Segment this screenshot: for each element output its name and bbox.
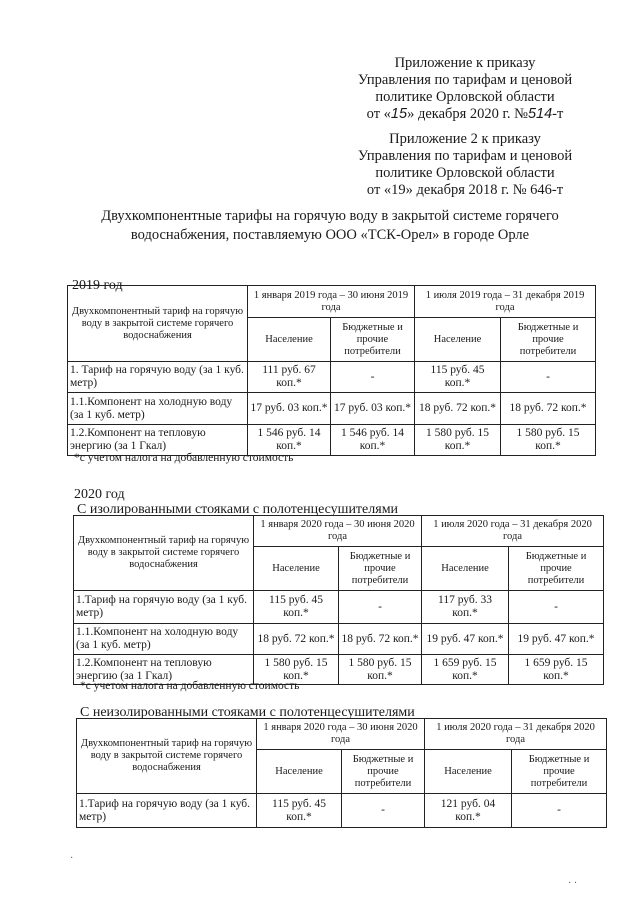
date-middle: » декабря 2020 г. № — [407, 106, 528, 122]
table-cell: 1 580 руб. 15 коп.* — [501, 425, 596, 456]
appendix2-header — [330, 131, 600, 199]
table-header-cell: Двухкомпонентный тариф на горячую воду в закрытой системе горячего водоснабжения — [77, 719, 257, 794]
row-label: 1.2.Компонент на тепловую энергию (за 1 Гкал) — [74, 655, 254, 685]
appendix2-header-line: Управления по тарифам и ценовой — [357, 148, 573, 164]
table-header-cell: Население — [254, 547, 339, 591]
page-mark: · · — [568, 878, 578, 889]
section-subtitle: С неизолированными стояками с полотенцесушителями — [80, 705, 415, 720]
table-header-cell: Население — [257, 750, 342, 794]
year-heading-2020: 2020 год — [74, 487, 125, 502]
table-header-cell: 1 января 2019 года – 30 июня 2019 года — [248, 286, 415, 318]
row-label: 1.1.Компонент на холодную воду (за 1 куб. метр) — [68, 393, 248, 425]
table-row — [68, 362, 596, 393]
table-cell: 18 руб. 72 коп.* — [501, 393, 596, 425]
table-cell: - — [501, 362, 596, 393]
document-title-line: водоснабжения, поставляемую ООО «ТСК-Орел» в городе Орле — [130, 227, 530, 243]
table-cell: 111 руб. 67 коп.* — [248, 362, 331, 393]
section-subtitle: С изолированными стояками с полотенцесушителями — [77, 502, 399, 517]
table-header-cell: 1 января 2020 года – 30 июня 2020 года — [257, 719, 425, 750]
appendix2-header-line: Приложение 2 к приказу — [389, 131, 541, 147]
appendix-header-line: политике Орловской области — [375, 89, 555, 105]
row-label: 1.1.Компонент на холодную воду (за 1 куб. метр) — [74, 624, 254, 655]
table-header-cell: Население — [248, 318, 331, 362]
table-cell: 117 руб. 33 коп.* — [422, 591, 509, 624]
table-row — [68, 425, 596, 456]
table-header-cell: Население — [422, 547, 509, 591]
table-row — [77, 794, 607, 828]
table-row — [68, 393, 596, 425]
vat-footnote: *с учетом налога на добавленную стоимость — [74, 452, 294, 464]
table-header-cell: 1 июля 2020 года – 31 декабря 2020 года — [425, 719, 607, 750]
table-header-cell: Бюджетные и прочие потребители — [509, 547, 604, 591]
handwritten-day: 15 — [390, 106, 408, 122]
table-cell: 1 546 руб. 14 коп.* — [331, 425, 415, 456]
row-label: 1.Тариф на горячую воду (за 1 куб. метр) — [74, 591, 254, 624]
row-label: 1. Тариф на горячую воду (за 1 куб. метр) — [68, 362, 248, 393]
row-label: 1.2.Компонент на тепловую энергию (за 1 Гкал) — [68, 425, 248, 456]
table-cell: - — [342, 794, 425, 828]
vat-footnote: *с учетом налога на добавленную стоимость — [80, 680, 300, 692]
table-cell: 115 руб. 45 коп.* — [415, 362, 501, 393]
table-header-cell: Двухкомпонентный тариф на горячую воду в закрытой системе горячего водоснабжения — [74, 516, 254, 591]
table-header-cell: Двухкомпонентный тариф на горячую воду в закрытой системе горячего водоснабжения — [68, 286, 248, 362]
table-cell: - — [331, 362, 415, 393]
appendix2-header-line: политике Орловской области — [375, 165, 555, 181]
document-title — [80, 207, 580, 245]
appendix-header-line: Управления по тарифам и ценовой — [357, 72, 573, 88]
document-title-line: Двухкомпонентные тарифы на горячую воду в закрытой системе горячего — [101, 208, 559, 224]
table-cell: 1 546 руб. 14 коп.* — [248, 425, 331, 456]
table-cell: 18 руб. 72 коп.* — [339, 624, 422, 655]
table-cell: 18 руб. 72 коп.* — [415, 393, 501, 425]
table-header-cell: 1 июля 2019 года – 31 декабря 2019 года — [415, 286, 596, 318]
table-cell: 1 659 руб. 15 коп.* — [422, 655, 509, 685]
page-mark: · — [70, 853, 74, 864]
appendix-header — [330, 55, 600, 123]
table-header-cell: Население — [425, 750, 512, 794]
appendix-header-line: Приложение к приказу — [394, 55, 536, 71]
table-cell: - — [512, 794, 607, 828]
table-row — [74, 591, 604, 624]
number-suffix: -т — [552, 106, 564, 122]
table-cell: 1 580 руб. 15 коп.* — [415, 425, 501, 456]
table-cell: 19 руб. 47 коп.* — [422, 624, 509, 655]
tariff-table-2020-insulated — [73, 515, 604, 685]
tariff-table-2020-noninsulated — [76, 718, 607, 828]
table-cell: 1 580 руб. 15 коп.* — [339, 655, 422, 685]
table-cell: 115 руб. 45 коп.* — [257, 794, 342, 828]
table-cell: 1 580 руб. 15 коп.* — [254, 655, 339, 685]
table-header-cell: 1 января 2020 года – 30 июня 2020 года — [254, 516, 422, 547]
tariff-table-2019 — [67, 285, 596, 456]
row-label: 1.Тариф на горячую воду (за 1 куб. метр) — [77, 794, 257, 828]
table-row — [74, 624, 604, 655]
table-cell: 1 659 руб. 15 коп.* — [509, 655, 604, 685]
table-cell: - — [339, 591, 422, 624]
table-header-cell: Население — [415, 318, 501, 362]
table-header-cell: Бюджетные и прочие потребители — [342, 750, 425, 794]
table-cell: 121 руб. 04 коп.* — [425, 794, 512, 828]
year-heading-2019: 2019 год — [72, 278, 123, 293]
appendix-header-date — [330, 106, 600, 123]
table-header-cell: Бюджетные и прочие потребители — [512, 750, 607, 794]
table-header-cell: Бюджетные и прочие потребители — [501, 318, 596, 362]
appendix2-header-line: от «19» декабря 2018 г. № 646-т — [366, 182, 564, 198]
table-cell: 18 руб. 72 коп.* — [254, 624, 339, 655]
table-cell: 17 руб. 03 коп.* — [248, 393, 331, 425]
handwritten-number: 514 — [527, 106, 553, 122]
table-header-cell: 1 июля 2020 года – 31 декабря 2020 года — [422, 516, 604, 547]
table-cell: 115 руб. 45 коп.* — [254, 591, 339, 624]
table-header-cell: Бюджетные и прочие потребители — [331, 318, 415, 362]
table-header-cell: Бюджетные и прочие потребители — [339, 547, 422, 591]
table-cell: 19 руб. 47 коп.* — [509, 624, 604, 655]
date-prefix: от « — [366, 106, 391, 122]
table-cell: - — [509, 591, 604, 624]
table-cell: 17 руб. 03 коп.* — [331, 393, 415, 425]
